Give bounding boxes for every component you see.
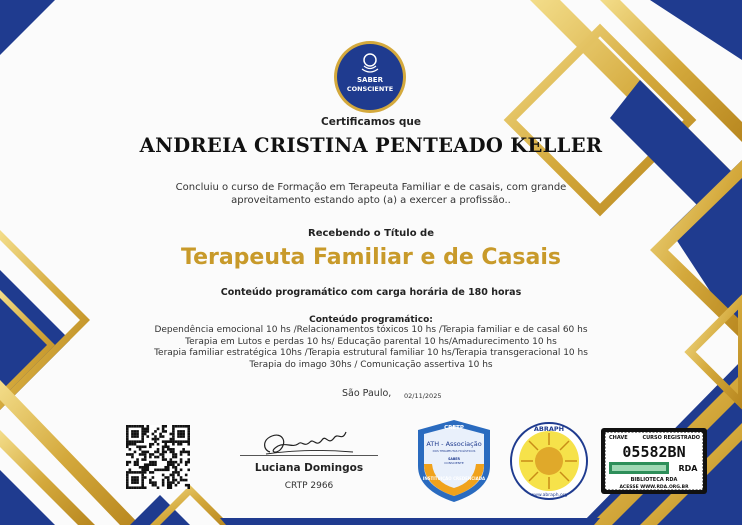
logo-line1: SABER <box>357 76 383 84</box>
cretp-top: CRETP <box>444 425 464 431</box>
rda-logo: RDA <box>678 464 698 473</box>
rda-chave: CHAVE <box>609 435 628 441</box>
content-title: Conteúdo programático: <box>309 315 433 325</box>
content-line: Terapia em Lutos e perdas 10 hs/ Educação parental 10 hs/Amadurecimento 10 hs <box>185 336 557 347</box>
recipient-name: ANDREIA CRISTINA PENTEADO KELLER <box>139 134 603 157</box>
content-line: Dependência emocional 10 hs /Relacionamentos tóxicos 10 hs /Terapia familiar e de casal 60 hs <box>154 325 588 335</box>
rda-registrado: CURSO REGISTRADO <box>642 435 700 441</box>
content-section <box>0 315 742 371</box>
certify-heading: Certificamos que <box>321 116 421 128</box>
signature <box>258 422 358 458</box>
cretp-org: ATH - Associação <box>426 440 482 448</box>
cretp-inner2: CONSCIENTE <box>444 461 464 465</box>
signatory-registration: CRTP 2966 <box>284 481 334 491</box>
degree-title: Terapeuta Familiar e de Casais <box>180 245 561 270</box>
place-text: São Paulo, <box>342 388 392 399</box>
workload-text: Conteúdo programático com carga horária de 180 horas <box>220 287 522 298</box>
abraph-seal <box>509 421 589 501</box>
rda-seal <box>600 427 708 495</box>
receiving-label: Recebendo o Título de <box>308 228 434 239</box>
signatory-name: Luciana Domingos <box>254 462 364 474</box>
abraph-url: www.abraph.org <box>530 493 568 498</box>
rda-acesse: ACESSE WWW.RDA.ORG.BR <box>619 485 689 490</box>
cretp-ring: INSTITUIÇÃO CREDENCIADA <box>422 476 486 481</box>
rda-biblioteca: BIBLIOTECA RDA <box>630 477 678 483</box>
qr-code[interactable] <box>126 425 190 489</box>
content-line: Terapia do imago 30hs / Comunicação assertiva 10 hs <box>249 359 493 370</box>
cretp-inner: SABER <box>448 457 460 461</box>
date-text: 02/11/2025 <box>404 392 442 400</box>
saber-consciente-logo <box>333 40 407 114</box>
signature-line <box>240 455 378 456</box>
abraph-top: ABRAPH <box>533 425 565 433</box>
logo-line2: CONSCIENTE <box>346 85 394 93</box>
cretp-small: DOS TERAPEUTAS HOLÍSTICOS <box>432 449 476 453</box>
rda-code: 05582BN <box>622 443 686 461</box>
content-line: Terapia familiar estratégica 10hs /Terapia estrutural familiar 10 hs/Terapia transgeracional 10 hs <box>154 348 588 358</box>
cretp-seal <box>414 418 494 504</box>
description-line: Concluiu o curso de Formação em Terapeuta Familiar e de casais, com grande <box>175 182 567 193</box>
description-line: aproveitamento estando apto (a) a exercer a profissão.. <box>231 195 511 206</box>
course-description <box>0 181 742 207</box>
